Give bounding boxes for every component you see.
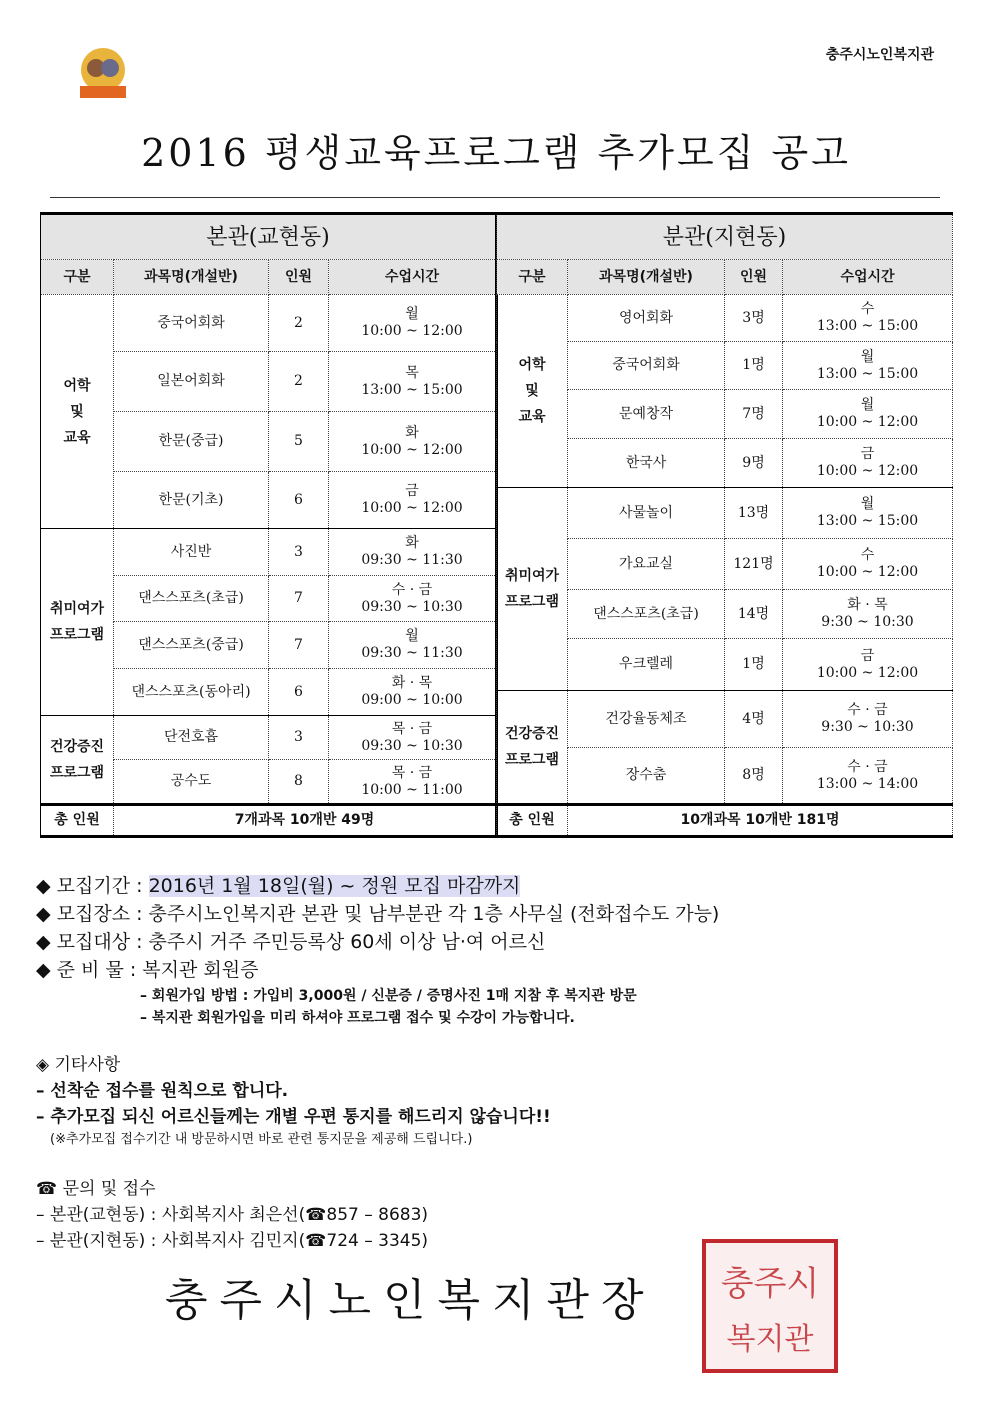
enrollment: 4명 xyxy=(725,691,783,748)
etc-heading: ◈ 기타사항 xyxy=(36,1055,121,1075)
branch-title: 본관(교현동) xyxy=(41,214,497,260)
enrollment: 9명 xyxy=(725,439,783,488)
enrollment: 2 xyxy=(269,352,329,412)
class-time xyxy=(783,748,953,805)
membership-note: – 복지관 회원가입을 미리 하셔야 프로그램 접수 및 수강이 가능합니다. xyxy=(140,1010,575,1026)
total-label: 총 인원 xyxy=(41,805,114,837)
category-cell: 건강증진 프로그램 xyxy=(41,716,114,805)
table-row xyxy=(41,716,497,760)
class-days: 월 xyxy=(405,628,419,644)
class-time xyxy=(783,590,953,639)
class-time xyxy=(783,439,953,488)
class-days: 수 · 금 xyxy=(847,758,888,775)
class-time xyxy=(783,639,953,691)
column-header: 인원 xyxy=(725,260,783,295)
class-hours: 10:00 ~ 11:00 xyxy=(361,781,463,798)
class-days: 수 · 금 xyxy=(847,702,888,718)
table-row xyxy=(41,295,497,352)
enrollment: 6 xyxy=(269,472,329,529)
course-name: 댄스스포츠(동아리) xyxy=(114,669,269,716)
enrollment: 2 xyxy=(269,295,329,352)
course-name: 문예창작 xyxy=(568,390,725,439)
enrollment: 1명 xyxy=(725,342,783,390)
etc-note: (※추가모집 접수기간 내 방문하시면 바로 관련 통지문을 제공해 드립니다.) xyxy=(50,1132,473,1147)
class-days: 월 xyxy=(860,397,875,413)
enrollment: 3 xyxy=(269,716,329,760)
course-name: 공수도 xyxy=(114,760,269,805)
course-name: 한문(기초) xyxy=(114,472,269,529)
official-seal-icon xyxy=(700,1237,840,1375)
class-time xyxy=(783,342,953,390)
total-label: 총 인원 xyxy=(497,805,568,837)
etc-line-1: – 선착순 접수를 원칙으로 합니다. xyxy=(36,1081,289,1101)
recruit-period xyxy=(36,874,520,898)
class-time xyxy=(783,691,953,748)
class-time xyxy=(329,472,497,529)
class-hours: 09:30 ~ 10:30 xyxy=(361,737,463,754)
category-cell: 취미여가 프로그램 xyxy=(41,529,114,716)
main-branch-table xyxy=(40,212,498,838)
class-hours: 10:00 ~ 12:00 xyxy=(816,414,919,430)
course-name: 한국사 xyxy=(568,439,725,488)
class-hours: 10:00 ~ 12:00 xyxy=(816,664,919,681)
column-header: 인원 xyxy=(269,260,329,295)
class-time xyxy=(329,352,497,412)
course-name: 가요교실 xyxy=(568,539,725,590)
course-name: 건강율동체조 xyxy=(568,691,725,748)
class-days: 수 · 금 xyxy=(391,581,433,598)
enrollment: 1명 xyxy=(725,639,783,691)
class-days: 월 xyxy=(405,306,419,322)
class-days: 금 xyxy=(860,647,875,664)
course-name: 우크렐레 xyxy=(568,639,725,691)
class-time xyxy=(329,529,497,576)
period-label: ◆ 모집기간 : xyxy=(36,875,149,897)
column-header: 구분 xyxy=(41,260,114,295)
enrollment: 7 xyxy=(269,576,329,622)
course-name: 영어회화 xyxy=(568,295,725,342)
class-hours: 9:30 ~ 10:30 xyxy=(821,614,914,630)
column-header: 수업시간 xyxy=(329,260,497,295)
class-hours: 13:00 ~ 15:00 xyxy=(361,381,463,398)
enrollment: 3명 xyxy=(725,295,783,342)
class-days: 금 xyxy=(405,483,419,499)
class-time xyxy=(329,622,497,669)
contact-main: – 본관(교현동) : 사회복지사 최은선(☎857 – 8683) xyxy=(36,1205,429,1225)
class-time xyxy=(329,669,497,716)
class-days: 화 · 목 xyxy=(391,675,433,691)
course-name: 사진반 xyxy=(114,529,269,576)
required-items: ◆ 준 비 물 : 복지관 회원증 xyxy=(36,959,259,981)
etc-line-2: – 추가모집 되신 어르신들께는 개별 우편 통지를 해드리지 않습니다!! xyxy=(36,1107,551,1127)
page-title: 2016 평생교육프로그램 추가모집 공고 xyxy=(141,131,851,175)
enrollment: 14명 xyxy=(725,590,783,639)
course-name: 사물놀이 xyxy=(568,488,725,539)
enrollment: 7 xyxy=(269,622,329,669)
column-header: 구분 xyxy=(497,260,568,295)
category-cell: 어학 및 교육 xyxy=(497,295,568,488)
recruit-target: ◆ 모집대상 : 충주시 거주 주민등록상 60세 이상 남·여 어르신 xyxy=(36,931,546,953)
column-header: 수업시간 xyxy=(783,260,953,295)
enrollment: 7명 xyxy=(725,390,783,439)
class-time xyxy=(329,716,497,760)
category-cell: 취미여가 프로그램 xyxy=(497,488,568,691)
enrollment: 13명 xyxy=(725,488,783,539)
course-name: 댄스스포츠(초급) xyxy=(568,590,725,639)
course-name: 중국어회화 xyxy=(568,342,725,390)
table-row xyxy=(497,295,953,342)
period-value: 2016년 1월 18일(월) ~ 정원 모집 마감까지 xyxy=(148,875,521,897)
class-days: 화 · 목 xyxy=(847,597,888,613)
course-name: 한문(중급) xyxy=(114,412,269,472)
recruit-place: ◆ 모집장소 : 충주시노인복지관 본관 및 남부분관 각 1층 사무실 (전화접수도 가능) xyxy=(36,903,720,925)
class-hours: 09:30 ~ 10:30 xyxy=(361,598,463,615)
class-hours: 10:00 ~ 12:00 xyxy=(361,441,463,458)
class-time xyxy=(329,295,497,352)
course-name: 중국어회화 xyxy=(114,295,269,352)
svg-text:복지관: 복지관 xyxy=(726,1322,814,1357)
class-hours: 10:00 ~ 12:00 xyxy=(361,323,463,339)
class-hours: 9:30 ~ 10:30 xyxy=(821,719,914,735)
class-days: 금 xyxy=(860,446,875,462)
total-value: 10개과목 10개반 181명 xyxy=(568,805,953,837)
enrollment: 121명 xyxy=(725,539,783,590)
class-days: 목 xyxy=(405,364,419,381)
class-days: 월 xyxy=(860,496,875,512)
table-row xyxy=(497,488,953,539)
class-hours: 09:30 ~ 11:30 xyxy=(361,645,463,661)
class-hours: 10:00 ~ 12:00 xyxy=(816,564,919,580)
class-time xyxy=(329,576,497,622)
enrollment: 8명 xyxy=(725,748,783,805)
membership-method: – 회원가입 방법 : 가입비 3,000원 / 신분증 / 증명사진 1매 지참 후 복지관 방문 xyxy=(140,988,637,1004)
class-time xyxy=(783,390,953,439)
divider xyxy=(50,197,940,198)
table-row xyxy=(41,529,497,576)
class-time xyxy=(329,760,497,805)
course-name: 일본어회화 xyxy=(114,352,269,412)
svg-text:충주시: 충주시 xyxy=(720,1264,820,1304)
branch-title: 분관(지현동) xyxy=(497,214,953,260)
class-hours: 13:00 ~ 15:00 xyxy=(816,513,919,529)
course-name: 댄스스포츠(중급) xyxy=(114,622,269,669)
contact-annex: – 분관(지현동) : 사회복지사 김민지(☎724 – 3345) xyxy=(36,1231,429,1251)
class-time xyxy=(783,539,953,590)
annex-branch-table xyxy=(496,212,953,838)
logo-icon xyxy=(70,42,136,100)
class-days: 월 xyxy=(860,348,875,365)
contact-heading: ☎ 문의 및 접수 xyxy=(36,1179,156,1199)
class-hours: 13:00 ~ 15:00 xyxy=(816,318,919,334)
enrollment: 3 xyxy=(269,529,329,576)
class-hours: 09:30 ~ 11:30 xyxy=(361,552,463,568)
class-hours: 09:00 ~ 10:00 xyxy=(361,692,463,708)
class-hours: 13:00 ~ 15:00 xyxy=(816,365,919,382)
class-days: 수 xyxy=(860,547,875,563)
enrollment: 6 xyxy=(269,669,329,716)
organization-name: 충주시노인복지관 xyxy=(825,47,934,63)
category-cell: 건강증진 프로그램 xyxy=(497,691,568,805)
enrollment: 5 xyxy=(269,412,329,472)
class-hours: 10:00 ~ 12:00 xyxy=(361,500,463,516)
class-days: 화 xyxy=(405,424,419,441)
class-days: 목 · 금 xyxy=(391,720,433,737)
signature: 충주시노인복지관장 xyxy=(165,1275,656,1326)
class-hours: 10:00 ~ 12:00 xyxy=(816,463,919,479)
table-row xyxy=(497,691,953,748)
enrollment: 8 xyxy=(269,760,329,805)
class-time xyxy=(329,412,497,472)
class-days: 목 · 금 xyxy=(391,764,433,781)
column-header: 과목명(개설반) xyxy=(568,260,725,295)
total-value: 7개과목 10개반 49명 xyxy=(114,805,497,837)
class-days: 화 xyxy=(405,535,419,551)
column-header: 과목명(개설반) xyxy=(114,260,269,295)
course-name: 댄스스포츠(초급) xyxy=(114,576,269,622)
course-name: 장수춤 xyxy=(568,748,725,805)
class-time xyxy=(783,295,953,342)
class-time xyxy=(783,488,953,539)
course-name: 단전호흡 xyxy=(114,716,269,760)
category-cell: 어학 및 교육 xyxy=(41,295,114,529)
class-hours: 13:00 ~ 14:00 xyxy=(816,775,919,792)
class-days: 수 xyxy=(860,301,875,317)
